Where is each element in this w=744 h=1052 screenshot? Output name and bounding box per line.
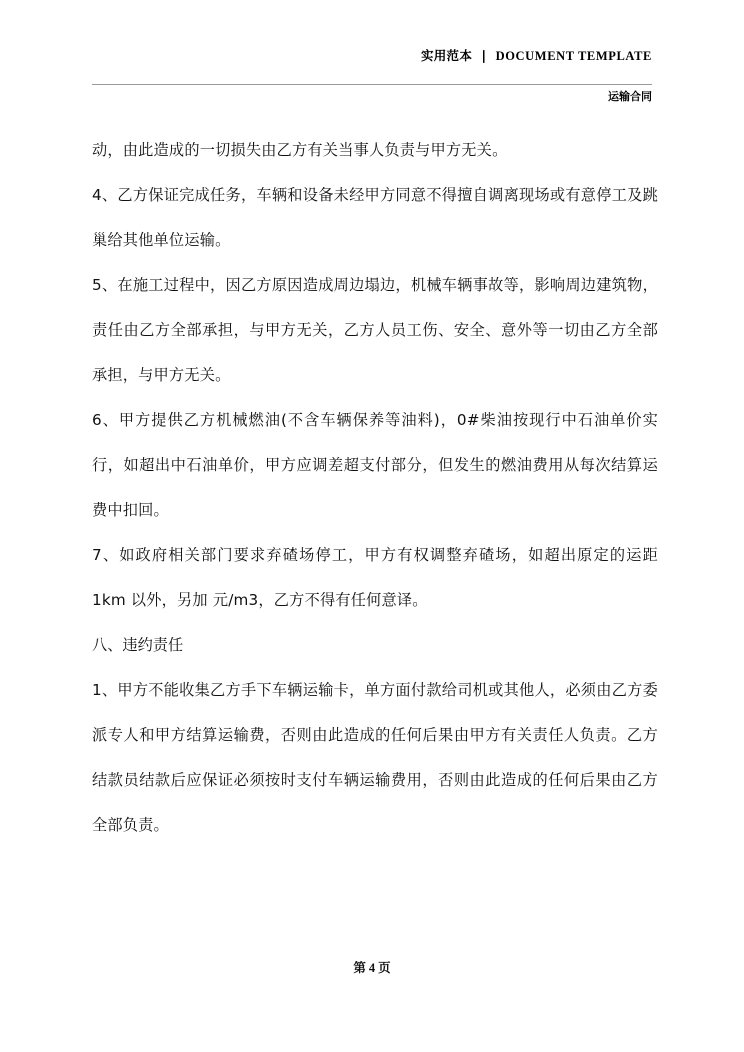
- page-footer: [0, 958, 744, 976]
- footer-page-number: 4: [368, 961, 376, 975]
- paragraph: 4、乙方保证完成任务，车辆和设备未经甲方同意不得擅自调离现场或有意停工及跳巢给其他单位运输。: [92, 186, 658, 249]
- header-brand-zh: 实用范本: [420, 48, 473, 63]
- page-header: [92, 46, 652, 64]
- document-body: [92, 128, 658, 848]
- header-separator: ∣: [480, 49, 488, 63]
- header-divider: [92, 84, 652, 85]
- section-heading: 八、违约责任: [92, 636, 184, 654]
- header-brand: [92, 46, 652, 64]
- header-doc-type: 运输合同: [608, 90, 652, 103]
- footer-suffix: 页: [378, 960, 391, 975]
- paragraph: 1、甲方不能收集乙方手下车辆运输卡，单方面付款给司机或其他人，必须由乙方委派专人和甲方结算运输费，否则由此造成的任何后果由甲方有关责任人负责。乙方结款员结款后应保证必须按时支付车辆运输费用，否则由此造成的任何后果由乙方全部负责。: [92, 681, 658, 834]
- paragraph: 7、如政府相关部门要求弃碴场停工，甲方有权调整弃碴场，如超出原定的运距 1km 以外，另加 元/m3，乙方不得有任何意译。: [92, 546, 658, 609]
- paragraph: 动，由此造成的一切损失由乙方有关当事人负责与甲方无关。: [92, 141, 508, 159]
- paragraph: 6、甲方提供乙方机械燃油(不含车辆保养等油料)，0#柴油按现行中石油单价实行，如超出中石油单价，甲方应调差超支付部分，但发生的燃油费用从每次结算运费中扣回。: [92, 411, 658, 519]
- header-brand-en: DOCUMENT TEMPLATE: [495, 49, 652, 63]
- paragraph: 5、在施工过程中，因乙方原因造成周边塌边，机械车辆事故等，影响周边建筑物，责任由乙方全部承担，与甲方无关，乙方人员工伤、安全、意外等一切由乙方全部承担，与甲方无关。: [92, 276, 658, 384]
- footer-prefix: 第: [353, 960, 366, 975]
